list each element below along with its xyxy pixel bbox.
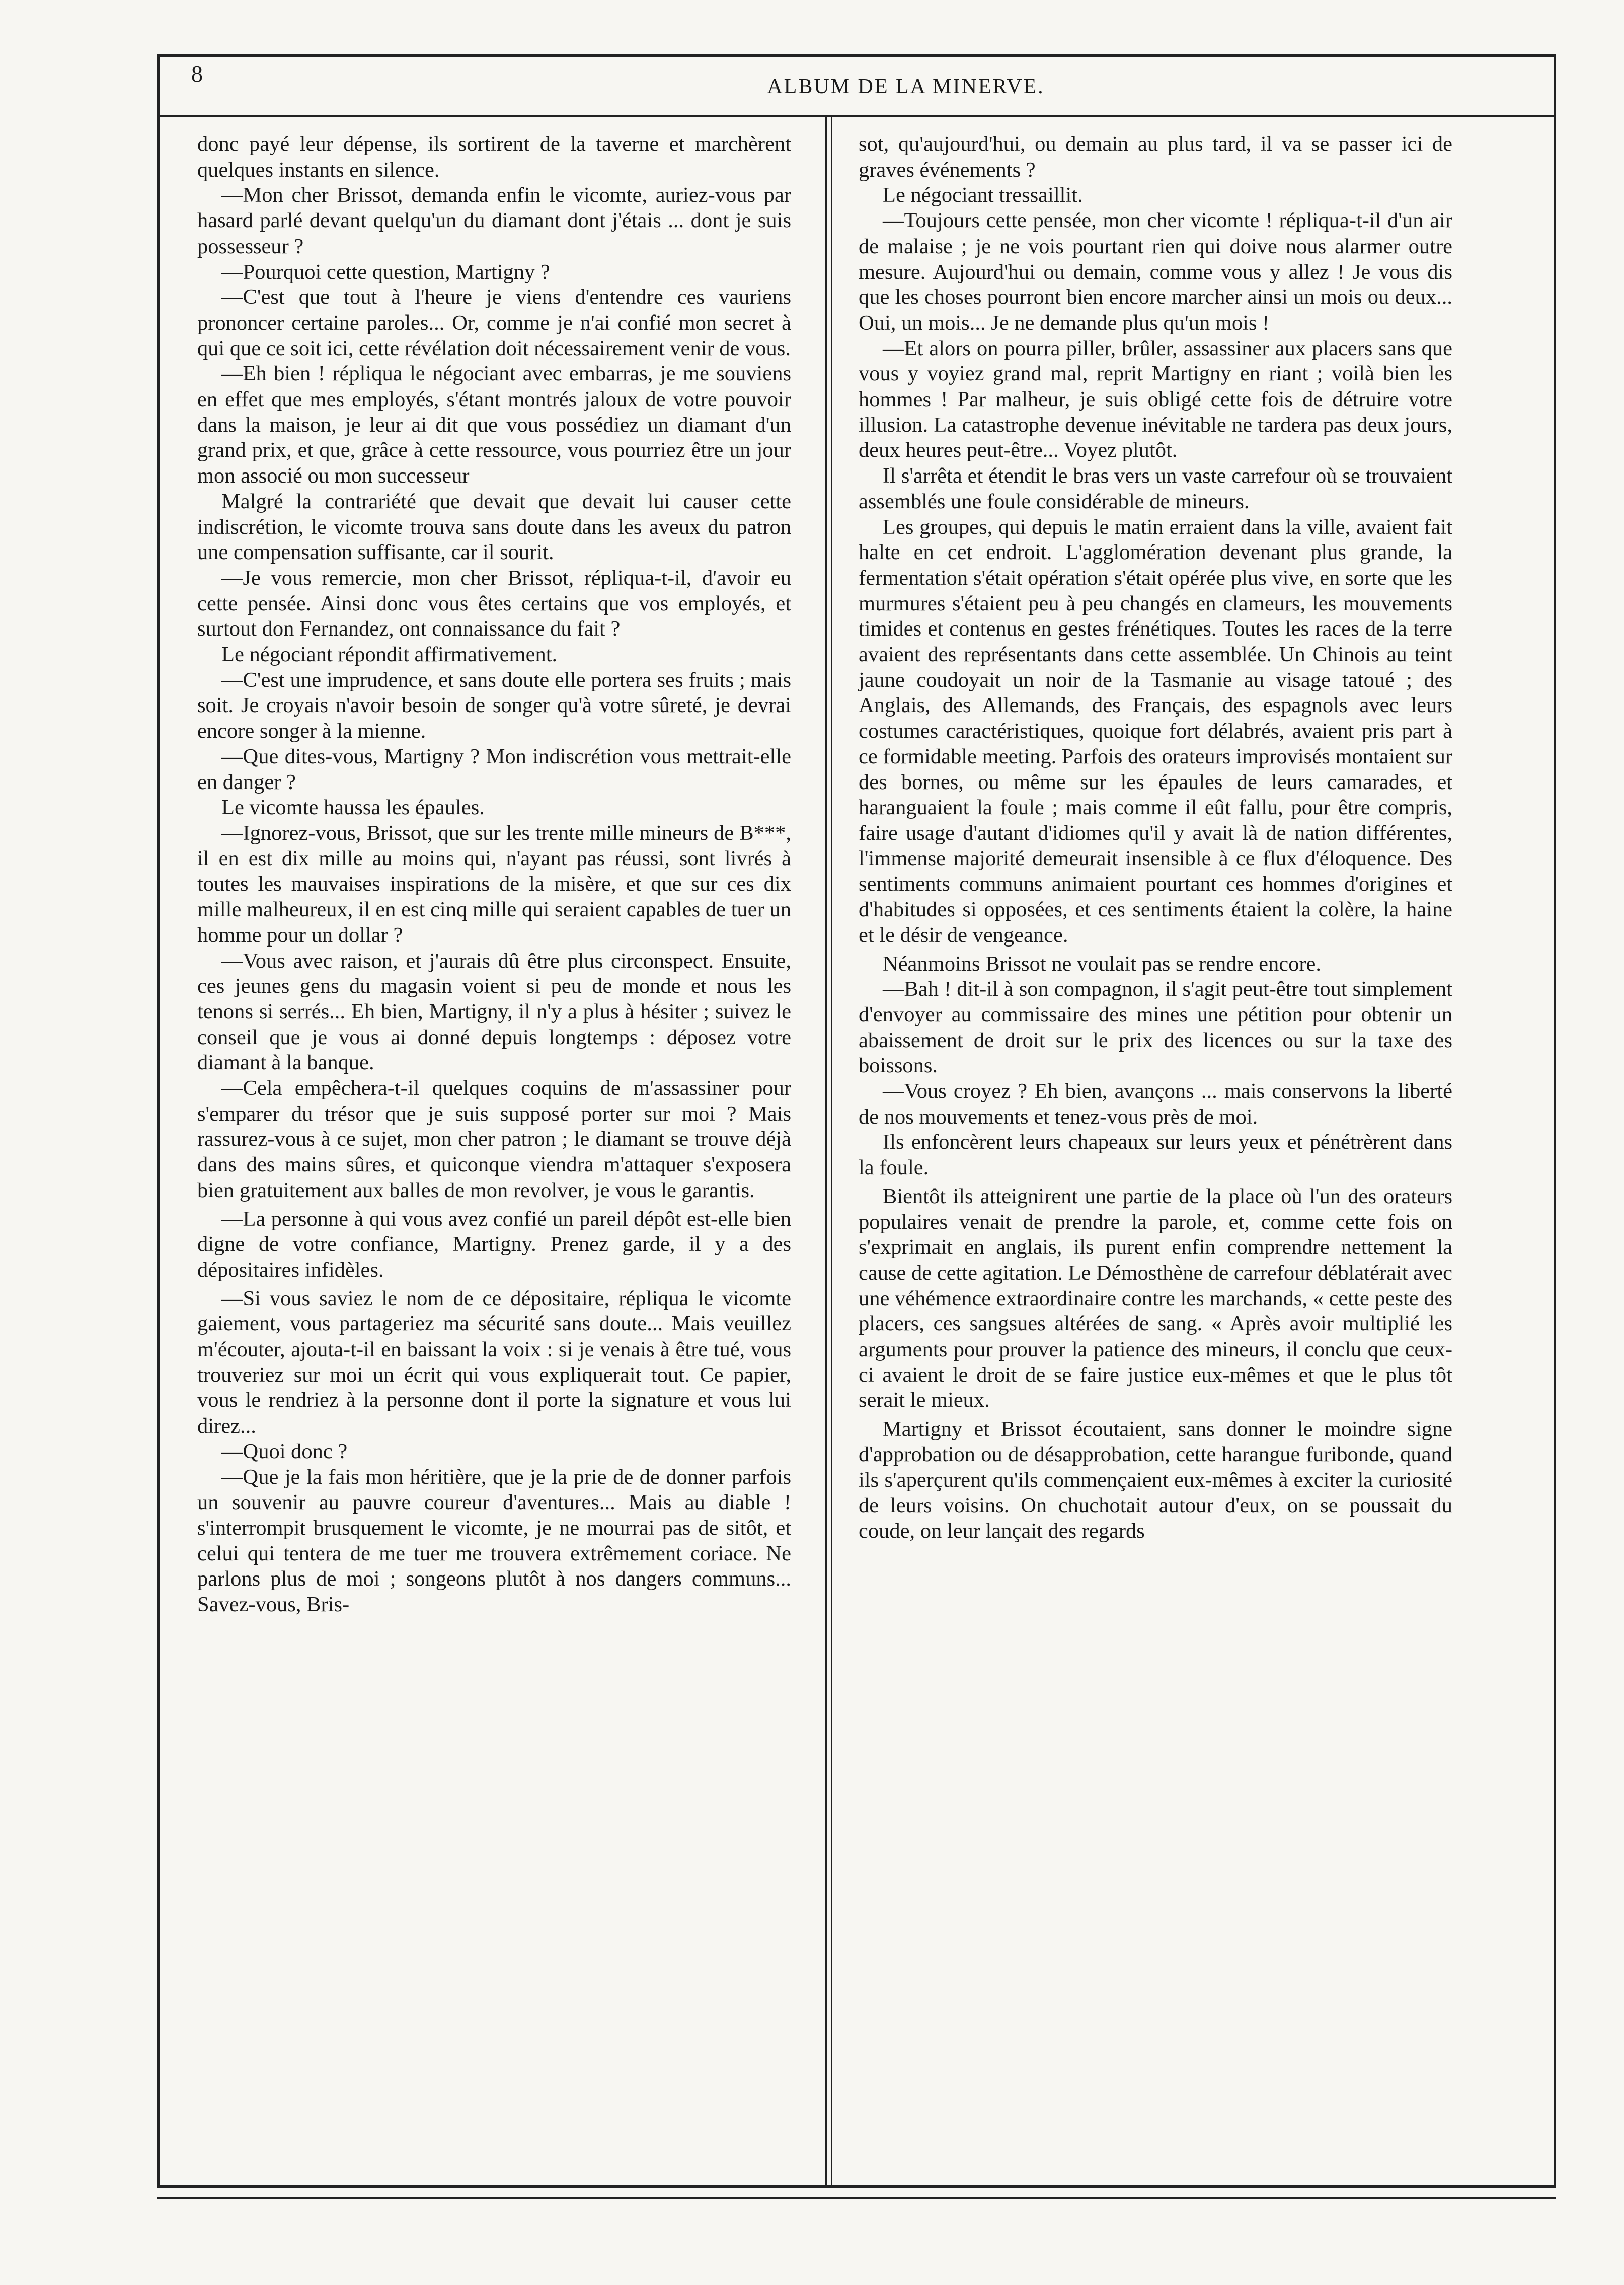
paragraph: Ils enfoncèrent leurs chapeaux sur leurs yeux et pénétrèrent dans la foule.: [859, 1130, 1452, 1180]
paragraph: —Eh bien ! répliqua le négociant avec embarras, je me souviens en effet que mes employés, s'étant montrés jaloux de votre pouvoir dans la maison, je leur ai dit que vous possédiez un diamant d'un grand prix, et que, grâce à cette ressource, vous pourriez être un jour mon associé ou mon successeur: [197, 362, 791, 488]
paragraph: Les groupes, qui depuis le matin erraient dans la ville, avaient fait halte en cet endroit. L'agglomération devenant plus grande, la fermentation s'était opération s'était opérée plus vive, en sorte que les murmures s'étaient peu à peu changés en clameurs, les mouvements timides et contenus en gestes frénétiques. Toutes les races de la terre avaient des représentants dans cette assemblée. Un Chinois au teint jaune coudoyait un noir de la Tasmanie au visage tatoué ; des Anglais, des Allemands, des Français, des espagnols avec leurs costumes caractéristiques, quoique fort délabrés, avaient pris part à ce formidable meeting. Parfois des orateurs improvisés montaient sur des bornes, ou même sur les épaules de leurs camarades, et haranguaient la foule ; mais comme il eût fallu, pour être compris, faire usage d'autant d'idiomes qu'il y avait là de nation différentes, l'immense majorité demeurait insensible à ce flux d'éloquence. Des sentiments communs animaient pourtant ces hommes d'origines et d'habitudes si opposées, et ces sentiments étaient la colère, la haine et le désir de vengeance.: [859, 515, 1452, 947]
paragraph: Le négociant répondit affirmativement.: [221, 643, 558, 667]
paragraph: —C'est que tout à l'heure je viens d'entendre ces vauriens prononcer certaine paroles... Or, comme je n'ai confié mon secret à qui que ce soit ici, cette révélation doit nécessairement venir de vous.: [197, 285, 791, 360]
paragraph: —Toujours cette pensée, mon cher vicomte ! répliqua-t-il d'un air de malaise ; je ne vois pourtant rien qui doive nous alarmer outre mesure. Aujourd'hui ou demain, comme vous y allez ! Je vous dis que les choses pourront bien encore marcher ainsi un mois ou deux... Oui, un mois... Je ne demande plus qu'un mois !: [859, 209, 1452, 335]
paragraph: donc payé leur dépense, ils sortirent de la taverne et marchèrent quelques instants en silence.: [197, 132, 791, 182]
paragraph: —Que je la fais mon héritière, que je la prie de de donner parfois un souvenir au pauvre coureur d'aventures... Mais au diable ! s'interrompit brusquement le vicomte, je ne mourrai pas de sitôt, et celui qui tentera de me tuer me trouvera extrêmement coriace. Ne parlons plus de moi ; songeons plutôt à nos dangers communs... Savez-vous, Bris-: [197, 1465, 791, 1617]
paragraph: sot, qu'aujourd'hui, ou demain au plus tard, il va se passer ici de graves événements ?: [859, 132, 1452, 182]
paragraph: —Mon cher Brissot, demanda enfin le vicomte, auriez-vous par hasard parlé devant quelqu'un du diamant dont j'étais ... dont je suis possesseur ?: [197, 183, 791, 258]
paragraph: —Je vous remercie, mon cher Brissot, répliqua-t-il, d'avoir eu cette pensée. Ainsi donc vous êtes certains que vos employés, et surtout don Fernandez, ont connaissance du fait ?: [197, 566, 791, 641]
running-head: ALBUM DE LA MINERVE.: [767, 75, 1045, 98]
page-number: 8: [191, 61, 203, 87]
paragraph: Malgré la contrariété que devait que devait lui causer cette indiscrétion, le vicomte trouva sans doute dans les aveux du patron une compensation suffisante, car il sourit.: [197, 489, 791, 565]
paragraph: —Cela empêchera-t-il quelques coquins de m'assassiner pour s'emparer du trésor que je suis supposé porter sur moi ? Mais rassurez-vous à ce sujet, mon cher patron ; le diamant se trouve déjà dans des mains sûres, et quiconque viendra m'attaquer s'exposera bien gratuitement aux balles de mon revolver, je vous le garantis.: [197, 1076, 791, 1202]
paragraph: —Si vous saviez le nom de ce dépositaire, répliqua le vicomte gaiement, vous partageriez ma sécurité sans doute... Mais veuillez m'écouter, ajouta-t-il en baissant la voix : si je venais à être tué, vous trouveriez sur moi un écrit qui vous expliquerait tout. Ce papier, vous le rendriez à la personne dont il porte la signature et vous lui direz...: [197, 1286, 791, 1438]
paragraph: —Et alors on pourra piller, brûler, assassiner aux placers sans que vous y voyiez grand mal, reprit Martigny en riant ; voilà bien les hommes ! Par malheur, je suis obligé cette fois de détruire votre illusion. La catastrophe devenue inévitable ne tardera pas deux jours, deux heures peut-être... Voyez plutôt.: [859, 336, 1452, 462]
right-column: [859, 132, 1452, 1544]
column-divider: [825, 117, 827, 2185]
paragraph: —Quoi donc ?: [221, 1439, 348, 1463]
header-rule: [157, 115, 1556, 117]
paragraph: —Pourquoi cette question, Martigny ?: [221, 260, 550, 284]
paragraph: —C'est une imprudence, et sans doute elle portera ses fruits ; mais soit. Je croyais n'avoir besoin de songer qu'à votre sûreté, je devrai encore songer à la mienne.: [197, 668, 791, 743]
paragraph: —Vous avec raison, et j'aurais dû être plus circonspect. Ensuite, ces jeunes gens du magasin voient si peu de monde et nous les tenons si serrés... Eh bien, Martigny, il n'y a plus à hésiter ; suivez le conseil que je vous ai donné depuis longtemps : déposez votre diamant à la banque.: [197, 949, 791, 1075]
bottom-rule: [157, 2197, 1556, 2199]
paragraph: —Que dites-vous, Martigny ? Mon indiscrétion vous mettrait-elle en danger ?: [197, 744, 791, 794]
paragraph: Martigny et Brissot écoutaient, sans donner le moindre signe d'approbation ou de désapprobation, cette harangue furibonde, quand ils s'aperçurent qu'ils commençaient eux-mêmes à exciter la curiosité de leurs voisins. On chuchotait autour d'eux, on se poussait du coude, on leur lançait des regards: [859, 1417, 1452, 1543]
paragraph: —Ignorez-vous, Brissot, que sur les trente mille mineurs de B***, il en est dix mille au moins qui, n'ayant pas réussi, sont livrés à toutes les mauvaises inspirations de la misère, et que sur ces dix mille malheureux, il en est cinq mille qui seraient capables de tuer un homme pour un dollar ?: [197, 821, 791, 947]
paragraph: —La personne à qui vous avez confié un pareil dépôt est-elle bien digne de votre confiance, Martigny. Prenez garde, il y a des dépositaires infidèles.: [197, 1207, 791, 1282]
paragraph: Le vicomte haussa les épaules.: [221, 796, 485, 820]
paragraph: Le négociant tressaillit.: [883, 183, 1083, 207]
paragraph: Néanmoins Brissot ne voulait pas se rendre encore.: [883, 952, 1322, 976]
paragraph: —Bah ! dit-il à son compagnon, il s'agit peut-être tout simplement d'envoyer au commissaire des mines une pétition pour obtenir un abaissement de droit sur le prix des licences ou sur la taxe des boissons.: [859, 977, 1452, 1078]
paragraph: Il s'arrêta et étendit le bras vers un vaste carrefour où se trouvaient assemblés une foule considérable de mineurs.: [859, 464, 1452, 513]
paragraph: —Vous croyez ? Eh bien, avançons ... mais conservons la liberté de nos mouvements et tenez-vous près de moi.: [859, 1079, 1452, 1129]
column-divider-inner: [831, 117, 832, 2185]
left-column: [197, 132, 791, 1618]
paragraph: Bientôt ils atteignirent une partie de la place où l'un des orateurs populaires venait de prendre la parole, et, comme cette fois on s'exprimait en anglais, ils purent enfin comprendre nettement la cause de cette agitation. Le Démosthène de carrefour déblatérait avec une véhémence extraordinaire contre les marchands, « cette peste des placers, ces sangsues altérées de sang. « Après avoir multiplié les arguments pour prouver la patience des mineurs, il conclu que ceux-ci avaient le droit de se faire justice eux-mêmes et que le plus tôt serait le mieux.: [859, 1184, 1452, 1412]
